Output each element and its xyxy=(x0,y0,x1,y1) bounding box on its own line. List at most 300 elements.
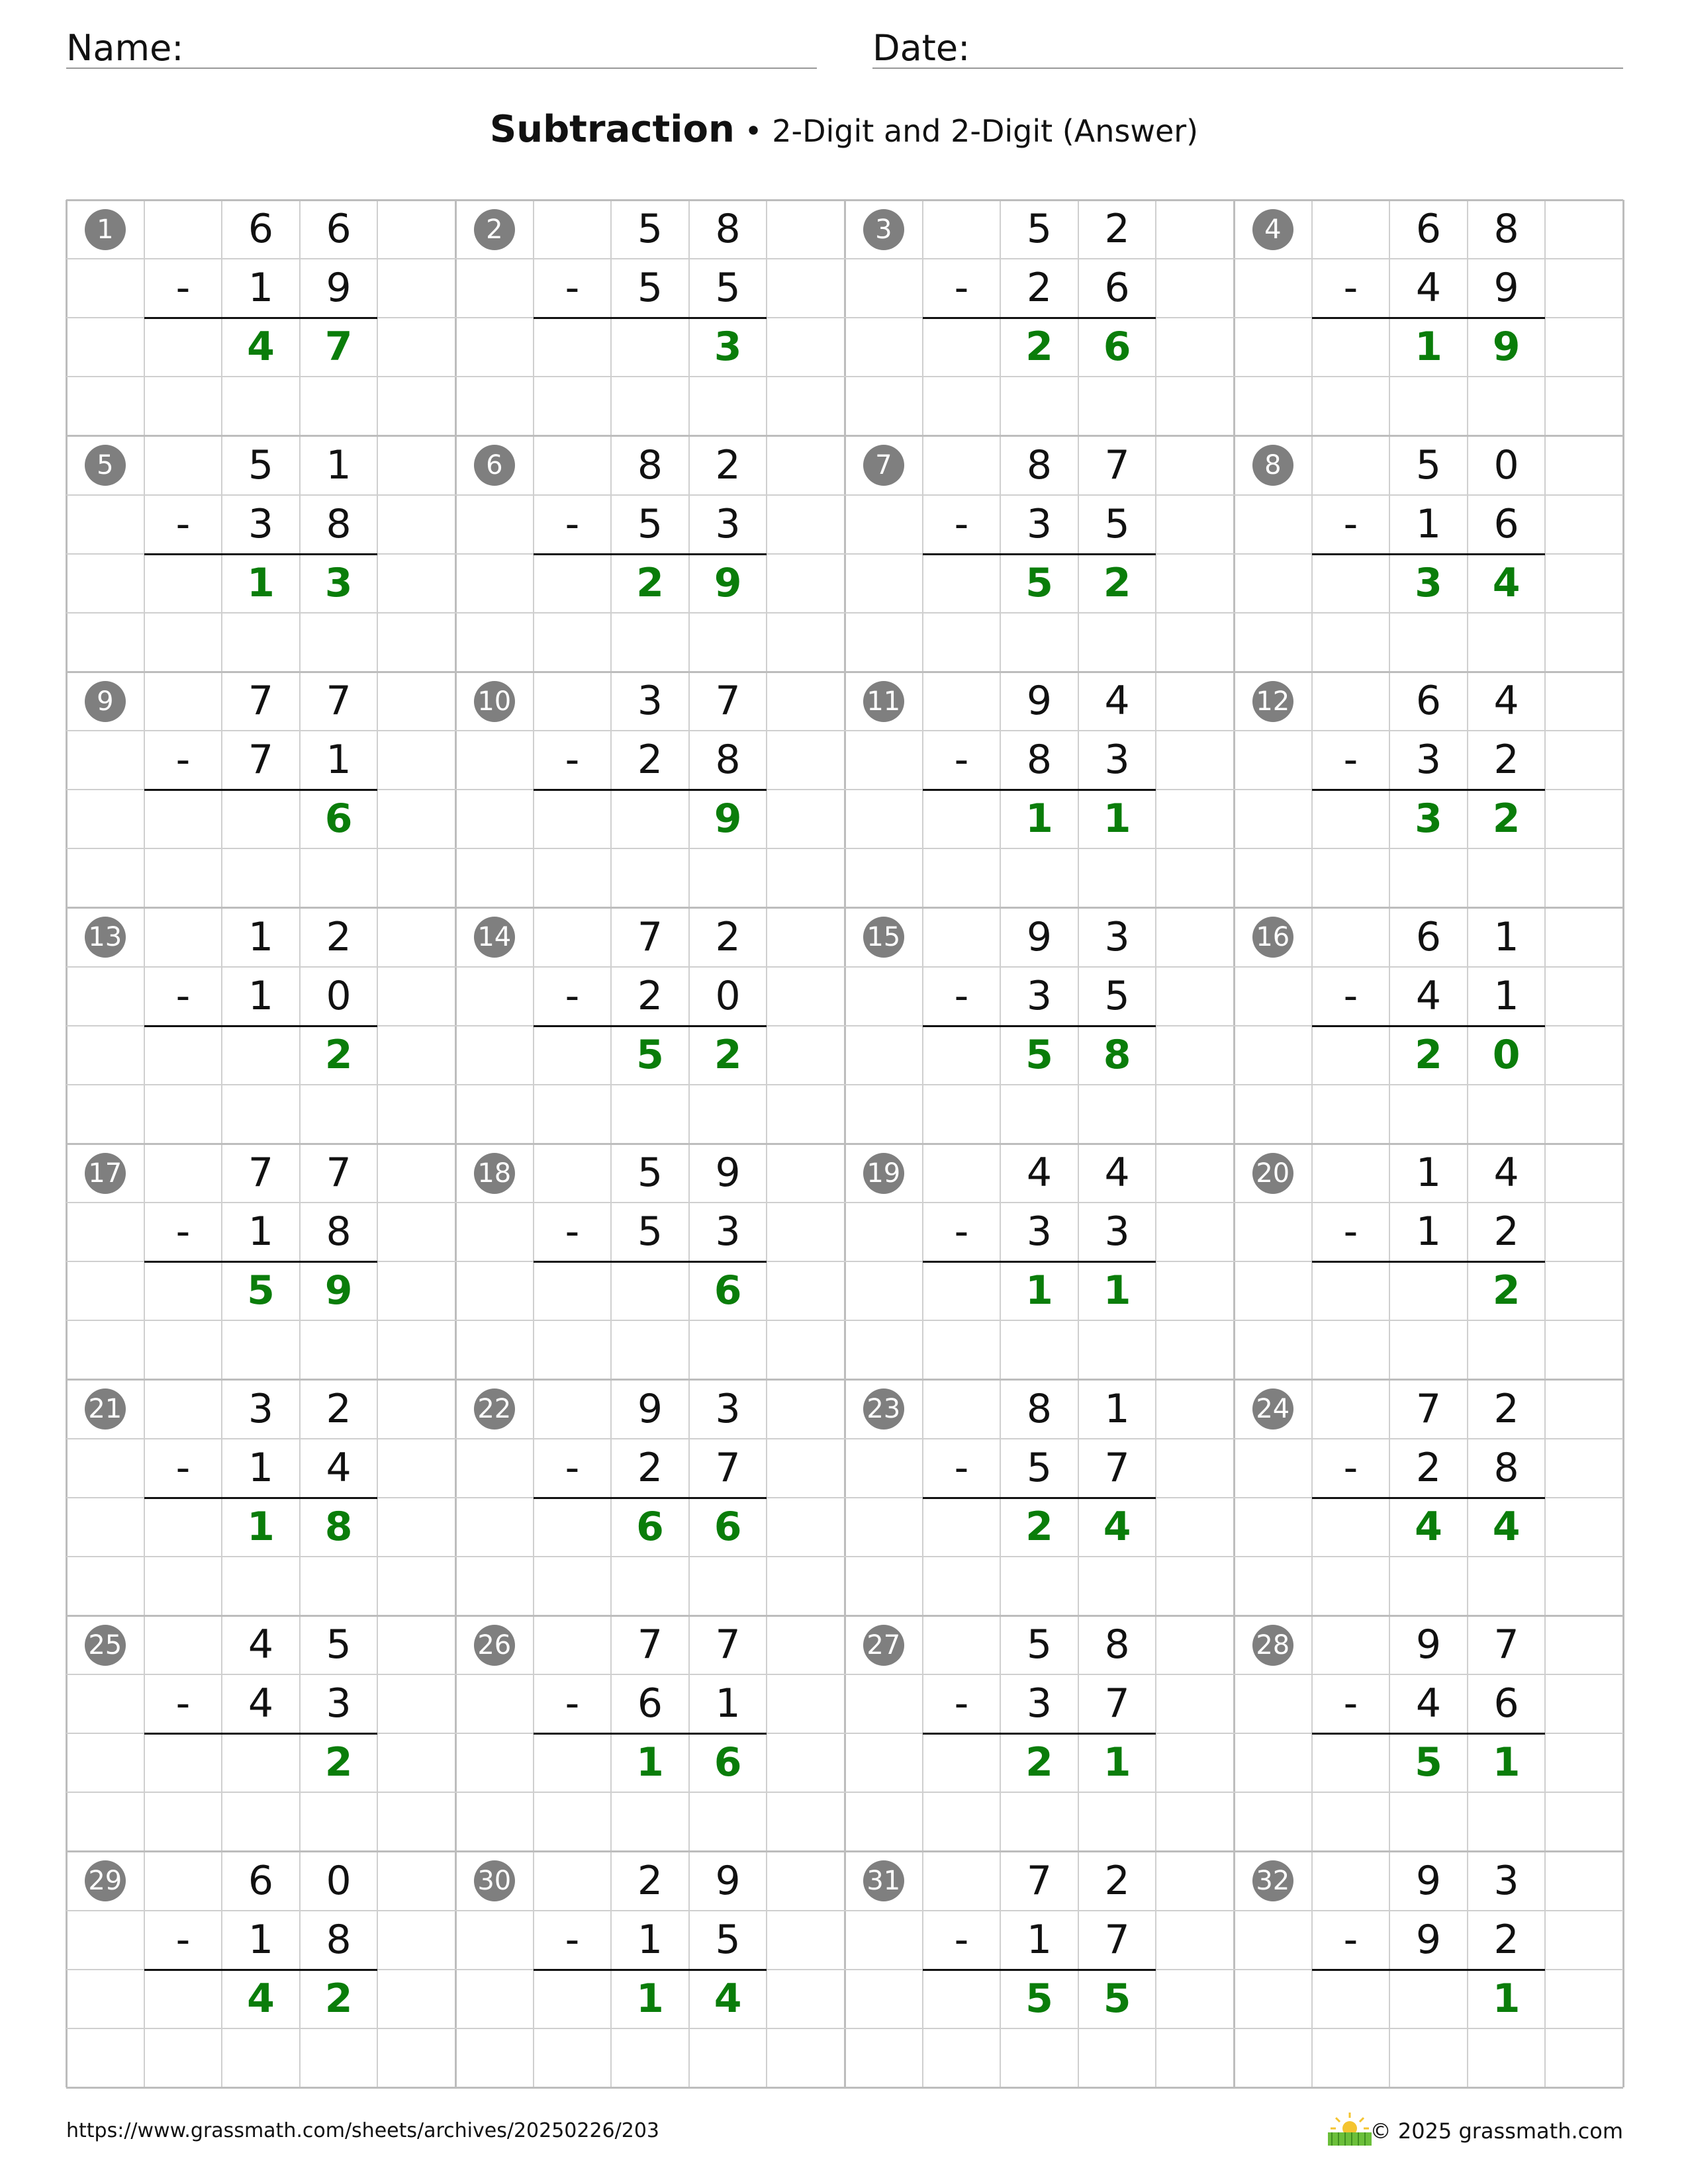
subtrahend-ones-digit: 1 xyxy=(1493,972,1519,1019)
answer-ones-digit: 4 xyxy=(1492,559,1521,606)
minus-sign: - xyxy=(954,1680,969,1727)
answer-ones-digit: 6 xyxy=(1103,324,1131,371)
problem-13 xyxy=(66,908,455,1144)
answer-tens-digit: 3 xyxy=(1415,796,1442,842)
minus-sign: - xyxy=(565,1916,580,1963)
answer-tens-digit xyxy=(222,1733,300,1792)
page-title xyxy=(0,106,1688,162)
subtrahend-tens-digit: 2 xyxy=(637,972,663,1019)
problem-14 xyxy=(455,908,845,1144)
subtrahend-tens-digit: 3 xyxy=(1026,972,1053,1019)
name-label: Name: xyxy=(66,27,184,69)
title-main: Subtraction xyxy=(489,108,735,151)
problem-number-badge: 4 xyxy=(1252,209,1293,250)
minus-sign: - xyxy=(1343,1444,1358,1491)
answer-ones-digit: 4 xyxy=(714,1975,742,2022)
subtrahend-ones-digit: 8 xyxy=(326,500,352,547)
problem-number-badge: 32 xyxy=(1252,1860,1293,1901)
answer-tens-digit xyxy=(611,790,689,848)
subtrahend-tens-digit: 8 xyxy=(1026,737,1053,784)
problem-3 xyxy=(845,200,1234,436)
minus-sign: - xyxy=(1343,265,1358,312)
minuend-ones-digit: 7 xyxy=(326,678,352,724)
minus-sign: - xyxy=(175,972,191,1019)
problem-number-badge: 17 xyxy=(85,1153,126,1194)
subtrahend-ones-digit: 7 xyxy=(715,1444,741,1491)
answer-tens-digit xyxy=(222,790,300,848)
problem-number-badge: 12 xyxy=(1252,681,1293,722)
problem-11 xyxy=(845,672,1234,908)
problem-number-badge: 1 xyxy=(85,209,126,250)
subtrahend-tens-digit: 1 xyxy=(248,1444,274,1491)
minuend-ones-digit: 2 xyxy=(715,913,741,960)
minus-sign: - xyxy=(565,737,580,784)
answer-tens-digit xyxy=(222,1026,300,1085)
minuend-ones-digit: 7 xyxy=(326,1150,352,1196)
minuend-tens-digit: 6 xyxy=(1415,913,1442,960)
subtrahend-ones-digit: 6 xyxy=(1493,500,1519,547)
problem-number-badge: 25 xyxy=(85,1625,126,1666)
subtrahend-ones-digit: 3 xyxy=(715,1208,741,1255)
subtrahend-ones-digit: 8 xyxy=(326,1208,352,1255)
answer-ones-digit: 1 xyxy=(1103,1739,1131,1786)
minuend-ones-digit: 4 xyxy=(1104,1150,1130,1196)
answer-ones-digit: 1 xyxy=(1103,796,1131,842)
minuend-tens-digit: 7 xyxy=(1026,1857,1053,1904)
minuend-tens-digit: 7 xyxy=(248,678,274,724)
minuend-ones-digit: 7 xyxy=(715,1621,741,1668)
minus-sign: - xyxy=(1343,1680,1358,1727)
minuend-ones-digit: 0 xyxy=(326,1857,352,1904)
minuend-tens-digit: 9 xyxy=(1026,678,1053,724)
minus-sign: - xyxy=(565,1208,580,1255)
subtrahend-ones-digit: 7 xyxy=(1104,1680,1130,1727)
answer-tens-digit: 2 xyxy=(1415,1031,1442,1078)
subtrahend-ones-digit: 1 xyxy=(715,1680,741,1727)
subtrahend-tens-digit: 1 xyxy=(248,265,274,312)
subtrahend-ones-digit: 2 xyxy=(1493,1208,1519,1255)
minuend-tens-digit: 5 xyxy=(1415,441,1442,488)
subtrahend-ones-digit: 2 xyxy=(1493,1916,1519,1963)
minus-sign: - xyxy=(954,737,969,784)
subtrahend-ones-digit: 0 xyxy=(326,972,352,1019)
minuend-tens-digit: 8 xyxy=(1026,1385,1053,1432)
minuend-ones-digit: 7 xyxy=(1493,1621,1519,1668)
problem-number-badge: 31 xyxy=(863,1860,904,1901)
minus-sign: - xyxy=(1343,972,1358,1019)
minuend-ones-digit: 2 xyxy=(1493,1385,1519,1432)
subtrahend-tens-digit: 6 xyxy=(637,1680,663,1727)
problem-number-badge: 16 xyxy=(1252,917,1293,958)
answer-ones-digit: 3 xyxy=(714,324,742,371)
minuend-tens-digit: 5 xyxy=(1026,206,1053,252)
answer-ones-digit: 4 xyxy=(1103,1503,1131,1550)
date-line xyxy=(872,68,1623,69)
footer-url: https://www.grassmath.com/sheets/archives/20250226/203 xyxy=(66,2119,660,2142)
minuend-ones-digit: 9 xyxy=(715,1150,741,1196)
answer-ones-digit: 6 xyxy=(714,1503,742,1550)
problem-number-badge: 14 xyxy=(474,917,515,958)
minuend-tens-digit: 7 xyxy=(248,1150,274,1196)
problem-number-badge: 27 xyxy=(863,1625,904,1666)
problem-number-badge: 6 xyxy=(474,445,515,486)
problem-25 xyxy=(66,1615,455,1852)
minus-sign: - xyxy=(175,1208,191,1255)
subtrahend-ones-digit: 8 xyxy=(326,1916,352,1963)
answer-ones-digit: 5 xyxy=(1103,1975,1131,2022)
answer-ones-digit: 0 xyxy=(1492,1031,1521,1078)
subtrahend-ones-digit: 5 xyxy=(715,1916,741,1963)
subtrahend-ones-digit: 9 xyxy=(326,265,352,312)
subtrahend-ones-digit: 8 xyxy=(715,737,741,784)
minus-sign: - xyxy=(175,265,191,312)
answer-tens-digit: 1 xyxy=(1415,324,1442,371)
answer-tens-digit: 1 xyxy=(1025,796,1053,842)
problem-23 xyxy=(845,1380,1234,1616)
answer-ones-digit: 1 xyxy=(1492,1739,1521,1786)
minus-sign: - xyxy=(565,1444,580,1491)
minuend-ones-digit: 6 xyxy=(326,206,352,252)
subtrahend-ones-digit: 3 xyxy=(326,1680,352,1727)
answer-ones-digit: 2 xyxy=(714,1031,742,1078)
problem-grid xyxy=(66,200,1623,2087)
problem-number-badge: 3 xyxy=(863,209,904,250)
problem-15 xyxy=(845,908,1234,1144)
minuend-tens-digit: 9 xyxy=(637,1385,663,1432)
subtrahend-ones-digit: 5 xyxy=(1104,972,1130,1019)
minuend-tens-digit: 3 xyxy=(248,1385,274,1432)
minuend-tens-digit: 8 xyxy=(637,441,663,488)
minuend-tens-digit: 7 xyxy=(637,913,663,960)
footer-copyright: © 2025 grassmath.com xyxy=(1370,2118,1623,2144)
minuend-ones-digit: 5 xyxy=(326,1621,352,1668)
problem-8 xyxy=(1234,436,1623,672)
minuend-tens-digit: 6 xyxy=(248,206,274,252)
subtrahend-tens-digit: 5 xyxy=(637,500,663,547)
problem-18 xyxy=(455,1144,845,1380)
subtrahend-ones-digit: 7 xyxy=(1104,1444,1130,1491)
problem-1 xyxy=(66,200,455,436)
answer-ones-digit: 6 xyxy=(324,796,353,842)
subtrahend-ones-digit: 6 xyxy=(1493,1680,1519,1727)
answer-tens-digit: 2 xyxy=(1025,1739,1053,1786)
problem-number-badge: 20 xyxy=(1252,1153,1293,1194)
answer-ones-digit: 9 xyxy=(714,796,742,842)
minuend-tens-digit: 9 xyxy=(1026,913,1053,960)
subtrahend-tens-digit: 3 xyxy=(1026,500,1053,547)
problem-17 xyxy=(66,1144,455,1380)
minus-sign: - xyxy=(565,265,580,312)
answer-ones-digit: 4 xyxy=(1492,1503,1521,1550)
answer-ones-digit: 2 xyxy=(324,1739,353,1786)
problem-26 xyxy=(455,1615,845,1852)
answer-ones-digit: 2 xyxy=(1103,559,1131,606)
minuend-tens-digit: 8 xyxy=(1026,441,1053,488)
problem-7 xyxy=(845,436,1234,672)
subtrahend-tens-digit: 2 xyxy=(1415,1444,1442,1491)
answer-tens-digit: 2 xyxy=(1025,1503,1053,1550)
answer-tens-digit: 3 xyxy=(1415,559,1442,606)
subtrahend-ones-digit: 3 xyxy=(1104,1208,1130,1255)
subtrahend-tens-digit: 5 xyxy=(637,265,663,312)
problem-number-badge: 22 xyxy=(474,1388,515,1430)
minuend-ones-digit: 4 xyxy=(1104,678,1130,724)
answer-tens-digit: 4 xyxy=(247,1975,275,2022)
minuend-tens-digit: 9 xyxy=(1415,1621,1442,1668)
minuend-ones-digit: 1 xyxy=(326,441,352,488)
answer-tens-digit: 4 xyxy=(1415,1503,1442,1550)
problem-number-badge: 13 xyxy=(85,917,126,958)
minuend-tens-digit: 4 xyxy=(1026,1150,1053,1196)
minuend-ones-digit: 1 xyxy=(1493,913,1519,960)
problem-number-badge: 7 xyxy=(863,445,904,486)
subtrahend-tens-digit: 3 xyxy=(248,500,274,547)
name-line xyxy=(66,68,817,69)
problem-number-badge: 11 xyxy=(863,681,904,722)
answer-tens-digit xyxy=(1389,1261,1468,1320)
minuend-ones-digit: 8 xyxy=(1493,206,1519,252)
minuend-tens-digit: 1 xyxy=(1415,1150,1442,1196)
problem-29 xyxy=(66,1852,455,2088)
answer-tens-digit: 5 xyxy=(636,1031,664,1078)
problem-number-badge: 29 xyxy=(85,1860,126,1901)
problem-number-badge: 18 xyxy=(474,1153,515,1194)
answer-ones-digit: 2 xyxy=(324,1975,353,2022)
answer-ones-digit: 6 xyxy=(714,1267,742,1314)
minuend-tens-digit: 3 xyxy=(637,678,663,724)
subtrahend-ones-digit: 5 xyxy=(715,265,741,312)
minuend-ones-digit: 2 xyxy=(326,913,352,960)
minus-sign: - xyxy=(565,972,580,1019)
minus-sign: - xyxy=(1343,500,1358,547)
subtrahend-tens-digit: 3 xyxy=(1026,1208,1053,1255)
minuend-ones-digit: 4 xyxy=(1493,678,1519,724)
answer-tens-digit: 5 xyxy=(1415,1739,1442,1786)
subtrahend-ones-digit: 3 xyxy=(715,500,741,547)
answer-ones-digit: 6 xyxy=(714,1739,742,1786)
subtrahend-ones-digit: 8 xyxy=(1493,1444,1519,1491)
minuend-tens-digit: 6 xyxy=(1415,206,1442,252)
problem-number-badge: 8 xyxy=(1252,445,1293,486)
answer-ones-digit: 3 xyxy=(324,559,353,606)
problem-19 xyxy=(845,1144,1234,1380)
answer-ones-digit: 2 xyxy=(1492,796,1521,842)
answer-ones-digit: 1 xyxy=(1492,1975,1521,2022)
subtrahend-tens-digit: 3 xyxy=(1415,737,1442,784)
subtrahend-tens-digit: 3 xyxy=(1026,1680,1053,1727)
subtrahend-tens-digit: 1 xyxy=(1415,500,1442,547)
problem-32 xyxy=(1234,1852,1623,2088)
subtrahend-tens-digit: 5 xyxy=(637,1208,663,1255)
subtrahend-tens-digit: 4 xyxy=(1415,265,1442,312)
minus-sign: - xyxy=(565,1680,580,1727)
answer-tens-digit: 4 xyxy=(247,324,275,371)
subtrahend-ones-digit: 3 xyxy=(1104,737,1130,784)
minuend-ones-digit: 2 xyxy=(1104,1857,1130,1904)
answer-ones-digit: 9 xyxy=(714,559,742,606)
problem-28 xyxy=(1234,1615,1623,1852)
problem-22 xyxy=(455,1380,845,1616)
answer-tens-digit xyxy=(611,1261,689,1320)
answer-tens-digit: 6 xyxy=(636,1503,664,1550)
minuend-ones-digit: 2 xyxy=(326,1385,352,1432)
answer-tens-digit: 1 xyxy=(247,559,275,606)
problem-4 xyxy=(1234,200,1623,436)
problem-number-badge: 10 xyxy=(474,681,515,722)
problem-12 xyxy=(1234,672,1623,908)
minus-sign: - xyxy=(1343,1916,1358,1963)
minuend-ones-digit: 3 xyxy=(1493,1857,1519,1904)
subtrahend-ones-digit: 5 xyxy=(1104,500,1130,547)
subtrahend-tens-digit: 2 xyxy=(637,1444,663,1491)
minus-sign: - xyxy=(175,1916,191,1963)
subtrahend-ones-digit: 6 xyxy=(1104,265,1130,312)
minuend-tens-digit: 7 xyxy=(1415,1385,1442,1432)
subtrahend-ones-digit: 7 xyxy=(1104,1916,1130,1963)
problem-27 xyxy=(845,1615,1234,1852)
subtrahend-tens-digit: 7 xyxy=(248,737,274,784)
answer-ones-digit: 8 xyxy=(1103,1031,1131,1078)
minuend-tens-digit: 4 xyxy=(248,1621,274,1668)
minuend-ones-digit: 1 xyxy=(1104,1385,1130,1432)
answer-tens-digit xyxy=(611,318,689,377)
subtrahend-ones-digit: 1 xyxy=(326,737,352,784)
minus-sign: - xyxy=(1343,737,1358,784)
answer-tens-digit: 5 xyxy=(1025,1975,1053,2022)
minuend-ones-digit: 2 xyxy=(715,441,741,488)
problem-24 xyxy=(1234,1380,1623,1616)
subtrahend-tens-digit: 1 xyxy=(248,1208,274,1255)
problem-number-badge: 21 xyxy=(85,1388,126,1430)
subtrahend-tens-digit: 4 xyxy=(248,1680,274,1727)
answer-tens-digit: 1 xyxy=(636,1739,664,1786)
subtrahend-tens-digit: 4 xyxy=(1415,1680,1442,1727)
problem-20 xyxy=(1234,1144,1623,1380)
answer-ones-digit: 7 xyxy=(324,324,353,371)
subtrahend-tens-digit: 5 xyxy=(1026,1444,1053,1491)
subtrahend-ones-digit: 0 xyxy=(715,972,741,1019)
minus-sign: - xyxy=(954,265,969,312)
minus-sign: - xyxy=(954,1444,969,1491)
answer-ones-digit: 2 xyxy=(324,1031,353,1078)
problem-30 xyxy=(455,1852,845,2088)
answer-ones-digit: 9 xyxy=(1492,324,1521,371)
problem-number-badge: 9 xyxy=(85,681,126,722)
problem-2 xyxy=(455,200,845,436)
answer-tens-digit: 5 xyxy=(247,1267,275,1314)
minus-sign: - xyxy=(175,737,191,784)
subtrahend-tens-digit: 9 xyxy=(1415,1916,1442,1963)
problem-number-badge: 5 xyxy=(85,445,126,486)
problem-number-badge: 30 xyxy=(474,1860,515,1901)
subtrahend-tens-digit: 1 xyxy=(248,972,274,1019)
minuend-ones-digit: 3 xyxy=(715,1385,741,1432)
answer-ones-digit: 8 xyxy=(324,1503,353,1550)
minuend-tens-digit: 5 xyxy=(637,206,663,252)
problem-number-badge: 28 xyxy=(1252,1625,1293,1666)
subtrahend-ones-digit: 2 xyxy=(1493,737,1519,784)
minuend-tens-digit: 2 xyxy=(637,1857,663,1904)
answer-tens-digit: 5 xyxy=(1025,1031,1053,1078)
subtrahend-tens-digit: 1 xyxy=(248,1916,274,1963)
answer-tens-digit: 1 xyxy=(636,1975,664,2022)
answer-ones-digit: 1 xyxy=(1103,1267,1131,1314)
answer-ones-digit: 9 xyxy=(324,1267,353,1314)
subtrahend-tens-digit: 1 xyxy=(637,1916,663,1963)
subtrahend-tens-digit: 1 xyxy=(1026,1916,1053,1963)
title-subtitle: 2-Digit and 2-Digit (Answer) xyxy=(772,113,1199,149)
minuend-ones-digit: 7 xyxy=(715,678,741,724)
answer-tens-digit xyxy=(1389,1970,1468,2028)
minuend-ones-digit: 8 xyxy=(715,206,741,252)
subtrahend-ones-digit: 9 xyxy=(1493,265,1519,312)
problem-number-badge: 15 xyxy=(863,917,904,958)
problem-6 xyxy=(455,436,845,672)
minuend-ones-digit: 4 xyxy=(1493,1150,1519,1196)
minus-sign: - xyxy=(565,500,580,547)
problem-number-badge: 26 xyxy=(474,1625,515,1666)
minus-sign: - xyxy=(175,500,191,547)
minuend-tens-digit: 9 xyxy=(1415,1857,1442,1904)
problem-5 xyxy=(66,436,455,672)
answer-tens-digit: 1 xyxy=(247,1503,275,1550)
answer-tens-digit: 2 xyxy=(1025,324,1053,371)
problem-number-badge: 24 xyxy=(1252,1388,1293,1430)
problem-number-badge: 23 xyxy=(863,1388,904,1430)
title-separator: • xyxy=(734,113,773,149)
minuend-tens-digit: 6 xyxy=(1415,678,1442,724)
subtrahend-tens-digit: 2 xyxy=(637,737,663,784)
minuend-tens-digit: 5 xyxy=(1026,1621,1053,1668)
minuend-tens-digit: 5 xyxy=(637,1150,663,1196)
minus-sign: - xyxy=(175,1444,191,1491)
subtrahend-tens-digit: 1 xyxy=(1415,1208,1442,1255)
minus-sign: - xyxy=(175,1680,191,1727)
minus-sign: - xyxy=(954,500,969,547)
minuend-tens-digit: 7 xyxy=(637,1621,663,1668)
sun-over-grass-icon xyxy=(1327,2110,1373,2147)
minuend-ones-digit: 0 xyxy=(1493,441,1519,488)
problem-21 xyxy=(66,1380,455,1616)
minus-sign: - xyxy=(954,972,969,1019)
minuend-ones-digit: 9 xyxy=(715,1857,741,1904)
problem-31 xyxy=(845,1852,1234,2088)
answer-tens-digit: 1 xyxy=(1025,1267,1053,1314)
minuend-ones-digit: 8 xyxy=(1104,1621,1130,1668)
date-label: Date: xyxy=(872,27,970,69)
minuend-ones-digit: 2 xyxy=(1104,206,1130,252)
answer-ones-digit: 2 xyxy=(1492,1267,1521,1314)
minus-sign: - xyxy=(1343,1208,1358,1255)
minuend-tens-digit: 6 xyxy=(248,1857,274,1904)
minus-sign: - xyxy=(954,1916,969,1963)
answer-tens-digit: 5 xyxy=(1025,559,1053,606)
subtrahend-tens-digit: 2 xyxy=(1026,265,1053,312)
problem-10 xyxy=(455,672,845,908)
minuend-ones-digit: 7 xyxy=(1104,441,1130,488)
minuend-tens-digit: 1 xyxy=(248,913,274,960)
minus-sign: - xyxy=(954,1208,969,1255)
problem-9 xyxy=(66,672,455,908)
subtrahend-tens-digit: 4 xyxy=(1415,972,1442,1019)
answer-tens-digit: 2 xyxy=(636,559,664,606)
problem-number-badge: 2 xyxy=(474,209,515,250)
problem-number-badge: 19 xyxy=(863,1153,904,1194)
subtrahend-ones-digit: 4 xyxy=(326,1444,352,1491)
minuend-ones-digit: 3 xyxy=(1104,913,1130,960)
minuend-tens-digit: 5 xyxy=(248,441,274,488)
problem-16 xyxy=(1234,908,1623,1144)
